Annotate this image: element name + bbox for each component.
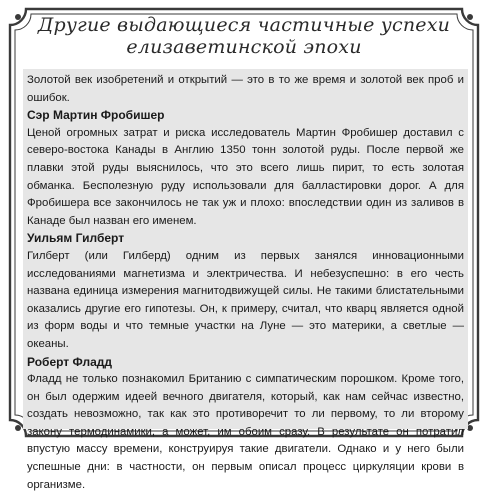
section-text-fludd: Фладд не только познакомил Британию с симпатическим порошком. Кроме того, он был одержим идеей вечного двигателя, который, как нам сейчас известно, создать невозможно, так как это противоречит то ли первому, то ли второму закону термодинамики, а может, им обоим сразу. В результате он потратил впустую массу времени, конструируя такие двигатели. Однако и у него были успешные дни: в частности, он первым описал процесс циркуляции крови в организме. [27,373,464,491]
sidebar-title-line-1: Другие выдающиеся частичные успехи [37,14,451,36]
intro-paragraph: Золотой век изобретений и открытий — это в то же время и золотой век проб и ошибок. [27,74,464,104]
section-heading-fludd: Роберт Фладд [27,354,112,369]
section-text-gilbert: Гилберт (или Гилберд) одним из первых занялся инновационными исследованиями магнетизма и электричества. И небезуспешно: в его честь названа единица измерения магнитодвижущей силы. Не такими блистательными оказались другие его гипотезы. Он, к примеру, считал, что кварц является одной из форм воды и что темные участки на Луне — это материки, а светлые — океаны. [27,249,464,350]
section-heading-frobisher: Сэр Мартин Фробишер [27,108,165,123]
sidebar-title-line-2: елизаветинской эпохи [126,36,362,58]
section-heading-gilbert: Уильям Гилберт [27,231,125,246]
sidebar-content [23,69,468,491]
section-text-frobisher: Ценой огромных затрат и риска исследователь Мартин Фробишер доставил с северо-востока Канады в Англию 1350 тонн золотой руды. После первой же плавки этой руды выяснилось, что это всего лишь пирит, то есть золотая обманка. Бесполезную руду использовали для балластировки дорог. А для Фробишера все закончилось не так уж и плохо: впоследствии один из заливов в Канаде был назван его именем. [27,126,464,227]
sidebar-title [0,14,488,58]
